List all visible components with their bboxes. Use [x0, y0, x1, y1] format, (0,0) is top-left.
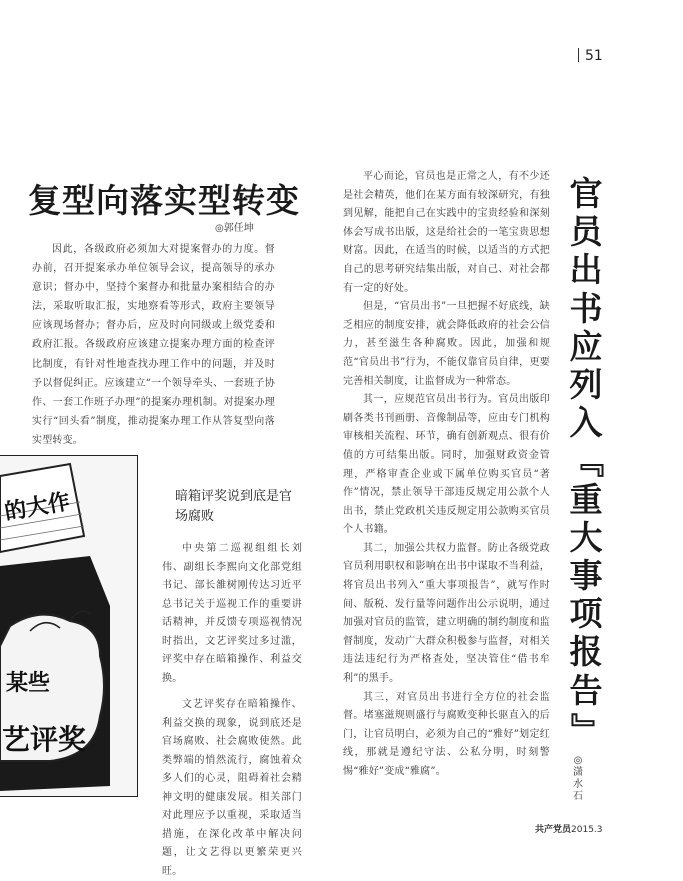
article3-paragraph: 平心而论，官员也是正常之人，有不少还是社会精英，他们在某方面有较深研究，有独到见解，能把自己在实践中的宝贵经验和深刻体会写成书出版，这是给社会的一笔宝贵思想财富。因此，在适当的时候，以适当的方式把自己的思考研究结集出版，对自己、对社会都有一定的好处。	[343, 171, 550, 294]
article3-paragraph: 其二，加强公共权力监督。防止各级党政官员利用职权和影响在出书中谋取不当利益，将官员出书列入“重大事项报告”，就写作时间、版税、发行量等问题作出公示说明，通过加强对官员的监管，建立明确的制约制度和监督制度，发动广大群众积极参与监督，对相关违法违纪行为严格查处，坚决管住“借书牟利”的黑手。	[343, 542, 550, 685]
article3-title-char: 列	[569, 365, 603, 405]
article3-title-char: 重	[569, 479, 603, 519]
cartoon-text-top: 的大作	[2, 489, 73, 526]
article3-title-char: 『	[567, 445, 607, 479]
article3-paragraph: 但是，“官员出书”一旦把握不好底线，缺乏相应的制度安排，就会降低政府的社会公信力，甚至滋生各种腐败。因此，加强和规范“官员出书”行为，不能仅靠官员自律，更要完善相关制度，让监督成为一种常态。	[343, 301, 550, 387]
article3-title-char: 』	[567, 712, 607, 746]
article3-author-char: 石	[573, 791, 583, 802]
article3-title-char: 员	[569, 212, 603, 252]
article3-title-char: 应	[569, 326, 603, 366]
article3-paragraph: 其一，应规范官员出书行为。官员出版印刷各类书刊画册、音像制品等，应由专门机构审核相关流程、环节，确有创新观点、很有价值的方可结集出版。同时，加强财政资金管理，严格审查企业或下属单位购买官员“著作”情况，禁止领导干部违反规定用公款个人出书，禁止党政机关违反规定用公款购买官员个人书籍。	[343, 394, 550, 536]
article3-author-char: 潇	[573, 767, 583, 778]
article2-body	[162, 540, 302, 881]
article2-paragraph: 文艺评奖存在暗箱操作、利益交换的现象，说到底还是官场腐败、社会腐败使然。此类弊端的悄然流行，腐蚀着众多人们的心灵，阻碍着社会精神文明的健康发展。相关部门对此理应予以重视，采取适当措施，在深化改革中解决问题，让文艺得以更繁荣更兴旺。	[162, 699, 302, 877]
article3-title-char: 项	[569, 594, 603, 634]
footer	[535, 822, 603, 835]
article2-title: 暗箱评奖说到底是官场腐败	[175, 489, 293, 524]
article1-body	[32, 240, 275, 450]
article3-title	[567, 175, 605, 748]
article1-paragraph: 因此，各级政府必须加大对提案督办的力度。督办前，召开提案承办单位领导会议，提高领导的承办意识；督办中，坚持个案督办和批量办案相结合的办法，采取听取汇报，实地察看等形式，政府主要领导应该现场督办；督办后，应及时向同级或上级党委和政府汇报。各级政府应该建立提案办理方面的检查评比制度，有针对性地查找办理工作中的问题，并及时予以督促纠正。应该建立“一个领导牵头、一套班子协作、一套工作班子办理”的提案办理机制。对提案办理实行“回头看”制度，推动提案办理工作从答复型向落实型转变。	[32, 244, 275, 446]
article1-title: 复型向落实型转变	[28, 181, 300, 220]
article1-author: ◎郭任坤	[215, 223, 254, 234]
page-number	[578, 48, 603, 64]
issue-number: 2015.3	[571, 825, 603, 835]
article3-author-char: ◎	[573, 755, 583, 766]
article3-title-char: 官	[569, 174, 603, 213]
article3-author	[572, 755, 584, 803]
cartoon-illustration	[0, 455, 138, 797]
article3-title-char: 入	[569, 403, 603, 443]
article2-paragraph: 中央第二巡视组组长刘伟、副组长李熙向文化部党组书记、部长雒树刚传达习近平总书记关于巡视工作的重要讲话精神，并反馈专项巡视情况时指出，文艺评奖过多过滥，评奖中存在暗箱操作、利益交换。	[162, 543, 302, 684]
cartoon-text-mid: 某些	[6, 671, 51, 696]
article3-title-char: 报	[569, 632, 603, 672]
article3-paragraph: 其三，对官员出书进行全方位的社会监督。堵塞滋规则盛行与腐败变种长驱直入的后门，让官员明白，必须为自己的“雅好”划定红线，那就是遵纪守法、公私分明，时刻警惕“雅好”变成“雅腐”。	[343, 691, 550, 777]
magazine-name: 共产党员	[535, 825, 572, 835]
article3-author-char: 水	[573, 779, 583, 790]
cartoon-text-bottom: 艺评奖	[2, 723, 87, 756]
article3-title-char: 书	[569, 288, 603, 328]
article3-title-char: 大	[569, 517, 603, 557]
page-number-text: 51	[585, 48, 603, 64]
article3-title-char: 告	[569, 670, 603, 710]
article3-title-char: 出	[569, 250, 603, 290]
article3-title-char: 事	[569, 556, 603, 596]
page-number-divider	[578, 48, 579, 62]
article3-body	[343, 168, 550, 782]
